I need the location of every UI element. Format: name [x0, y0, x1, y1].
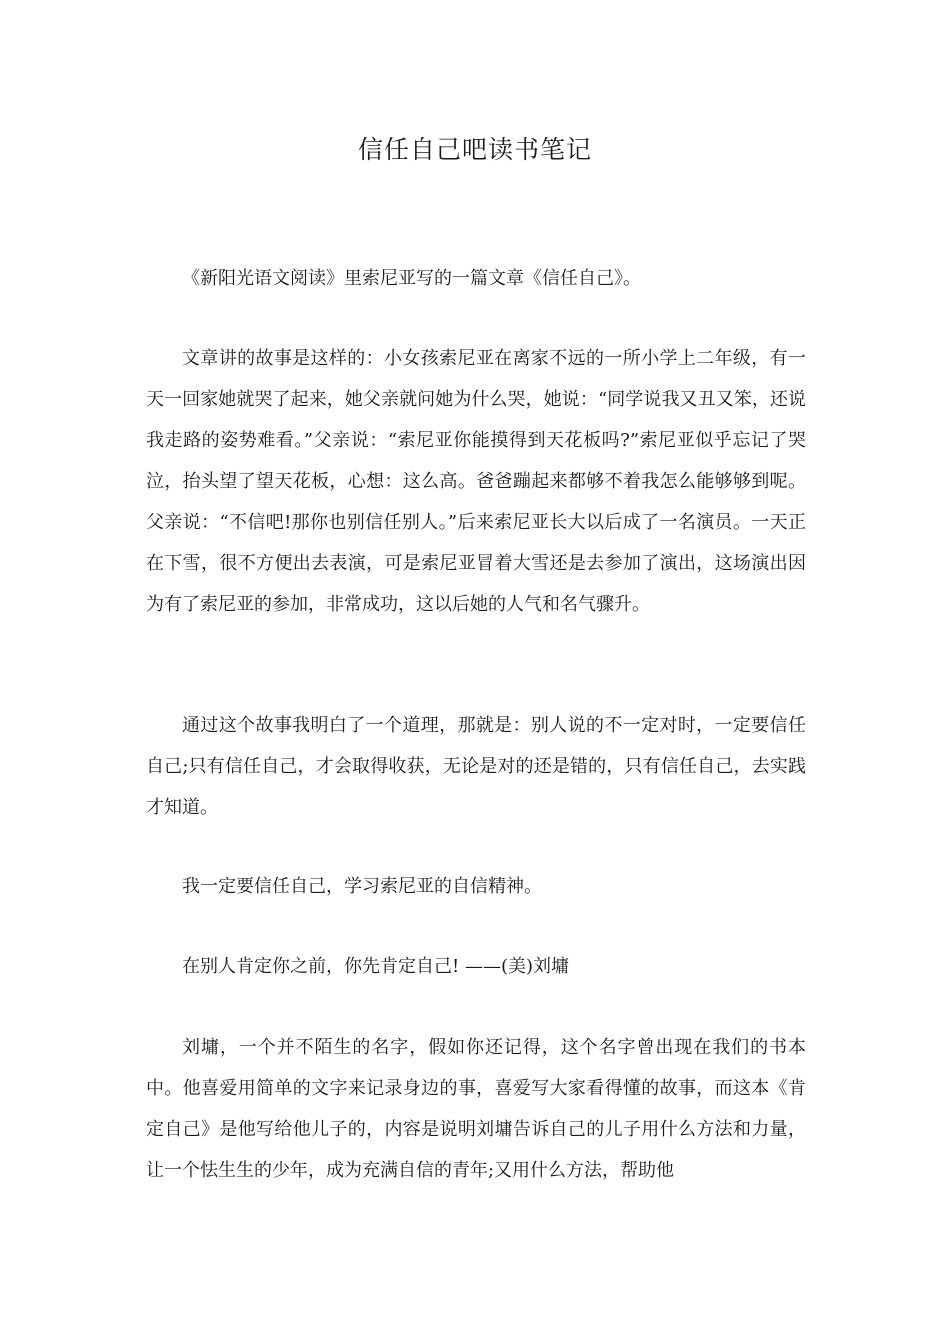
document-title: 信任自己吧读书笔记: [357, 135, 592, 164]
paragraph-lesson: 通过这个故事我明白了一个道理，那就是：别人说的不一定对时，一定要信任自己;只有信任自己，才会取得收获，无论是对的还是错的，只有信任自己，去实践才知道。: [146, 715, 806, 818]
paragraph-quote: 在别人肯定你之前，你先肯定自己! ——(美)刘墉: [182, 956, 569, 977]
paragraph-story: 文章讲的故事是这样的：小女孩索尼亚在离家不远的一所小学上二年级，有一天一回家她就哭了起来，她父亲就问她为什么哭，她说：“同学说我又丑又笨，还说我走路的姿势难看。”父亲说：“索尼亚你能摸得到天花板吗?”索尼亚似乎忘记了哭泣，抬头望了望天花板，心想：这么高。爸爸蹦起来都够不着我怎么能够够到呢。父亲说：“不信吧!那你也别信任别人。”后来索尼亚长大以后成了一名演员。一天正在下雪，很不方便出去表演，可是索尼亚冒着大雪还是去参加了演出，这场演出因为有了索尼亚的参加，非常成功，这以后她的人气和名气骤升。: [146, 348, 806, 615]
paragraph-author-intro: 刘墉，一个并不陌生的名字，假如你还记得，这个名字曾出现在我们的书本中。他喜爱用简单的文字来记录身边的事，喜爱写大家看得懂的故事，而这本《肯定自己》是他写给他儿子的，内容是说明刘墉告诉自己的儿子用什么方法和力量，让一个怯生生的少年，成为充满自信的青年;又用什么方法，帮助他: [146, 1037, 806, 1181]
paragraph-resolution: 我一定要信任自己，学习索尼亚的自信精神。: [182, 876, 542, 897]
paragraph-intro: 《新阳光语文阅读》里索尼亚写的一篇文章《信任自己》。: [182, 268, 641, 289]
